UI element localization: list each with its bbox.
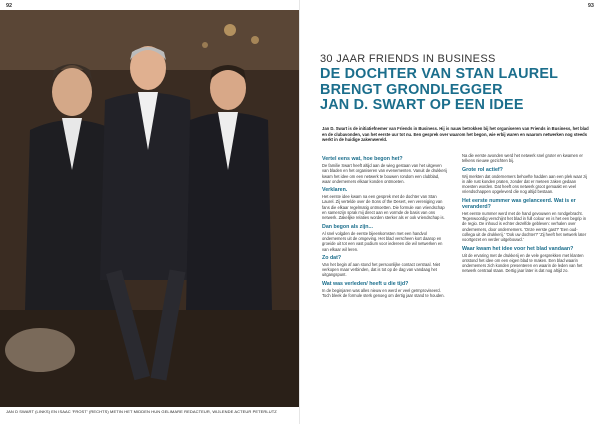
paragraph: Al snel volgden de eerste bijeenkomsten met een handvol ondernemers uit de omgeving. Het blad verscheen kort daarop en groeide uit tot een vast podium voor iedereen die wil netwerken en van elkaar wil leren.	[322, 230, 443, 252]
event-photo	[0, 10, 300, 407]
subheading: Vertel eens wat, hoe begon het?	[322, 156, 403, 162]
paragraph: Het eerste nummer werd met de hand gevouwen en rondgebracht. Tegenwoordig verschijnt het blad in full colour en is het een begrip in de regio. De inhoud is echter dezelfde gebleven: verhalen over ondernemers, door ondernemers. 'Onze eerste gast?' 'Een oud-collega uit de drukkerij.' 'Ook uw dochter?' 'Zij heeft het netwerk later voortgezet en verder uitgebouwd.'	[462, 210, 587, 243]
section-label: 30 JAAR FRIENDS IN BUSINESS	[320, 53, 496, 65]
subheading: Grote rol actief?	[462, 166, 503, 173]
subheading: Waar kwam het idee voor het blad vandaan?	[462, 245, 574, 252]
article-headline	[320, 67, 590, 114]
paragraph: Na die eerste avonden werd het netwerk snel groter en kwamen er telkens nieuwe gezichten bij.	[462, 153, 583, 164]
subheading: Zo dat?	[322, 254, 342, 261]
article-column-1	[322, 153, 448, 300]
subheading: Dan begon als zijn...	[322, 223, 373, 230]
paragraph: Het eerste idee kwam na een gesprek met de dochter van Stan Laurel. Zij vertelde over de Sons of the Desert, een vereniging van fans die elkaar regelmatig ontmoetten. Die formule van vriendschap en samenzijn sprak mij direct aan en vormde de basis van ons netwerk. Zakelijke relaties worden sterker als er ook vriendschap is.	[322, 194, 445, 221]
subheading: Wat was verleden/ heeft u die tijd?	[322, 280, 409, 287]
page-number-left: 92	[6, 3, 13, 9]
headline-line-2: BRENGT GRONDLEGGER	[320, 81, 503, 98]
paragraph: In de beginjaren was alles nieuw en werd er veel geïmproviseerd. Toch bleek de formule sterk genoeg om dertig jaar stand te houden.	[322, 287, 445, 299]
page-number-right: 93	[587, 3, 594, 9]
subheading: Verklaren.	[322, 187, 348, 194]
article-column-2	[462, 153, 588, 276]
headline-line-1: DE DOCHTER VAN STAN LAUREL	[320, 66, 559, 82]
paragraph: Van het begin af aan stond het persoonlijke contact centraal. Niet verkopen maar verbinden, dat is tot op de dag van vandaag het uitgangspunt.	[322, 261, 441, 278]
article-intro: Jan D. Swart is de initiatiefnemer van Friends in Business. Hij is nauw betrokken bij het organiseren van Friends in Business, het blad en de clubavonden, van het eerste uur tot nu. Een gesprek over waarom het begon, wie erbij waren en waarom netwerken nog steeds werkt in de huidige zakenwereld.	[322, 126, 589, 143]
photo-illustration	[0, 10, 300, 407]
subheading: Het eerste nummer was gelanceerd. Wat is er veranderd?	[462, 197, 576, 210]
paragraph: Uit de ervaring met de drukkerij en de vele gesprekken met klanten ontstond het idee om een eigen blad te maken. Een blad waarin ondernemers zich konden presenteren en waarin de leden van het netwerk centraal staan. Dertig jaar later is dat nog altijd zo.	[462, 252, 584, 274]
headline-line-3: JAN D. SWART OP EEN IDEE	[320, 97, 524, 114]
paragraph: Wij merkten dat ondernemers behoefte hadden aan een plek waar zij in alle rust konden praten, zonder dat er meteen zaken gedaan moesten worden. Dat heeft ons netwerk groot gemaakt en veel vriendschappen opgeleverd die nog altijd bestaan.	[462, 173, 588, 195]
paragraph: De familie Swart heeft altijd aan de wieg gestaan van het uitgeven van bladen en het organiseren van evenementen. Vanuit de drukkerij kwam het idee om een netwerk te bouwen rondom een clubblad, waar ondernemers elkaar konden ontmoeten.	[322, 163, 447, 184]
photo-caption: JAN D SWART (LINKS) EN ISAAC 'FROST' (RECHTS) METIN HET MIDDEN HUN GELIMARE REDACTEUR, WIJLENDE ACTEUR PETERLUTZ	[6, 409, 277, 414]
